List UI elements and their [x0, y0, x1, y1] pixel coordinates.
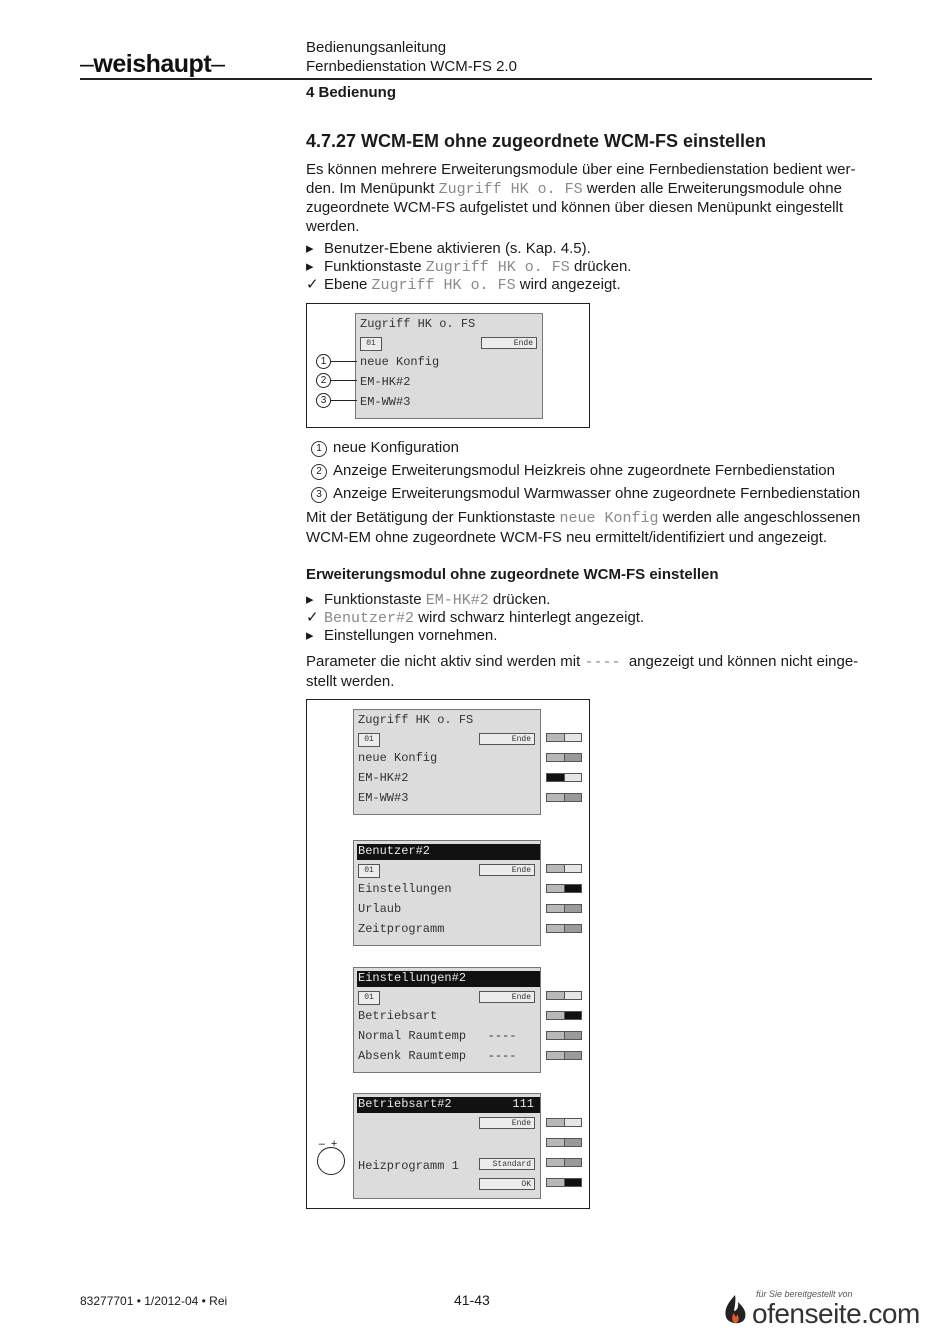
end-box: Ende — [479, 1117, 535, 1129]
step-press-em-hk: ▸ Funktionstaste EM-HK#2 drücken. — [306, 591, 551, 609]
menu-row: EM-HK#2 — [358, 771, 409, 785]
callout-leader — [331, 361, 357, 362]
screen-access-menu — [353, 709, 541, 815]
function-key — [546, 753, 582, 762]
function-key — [546, 733, 582, 742]
callout-leader — [331, 380, 357, 381]
callout-1: 1 — [316, 354, 331, 369]
menu-row: Urlaub — [358, 902, 402, 916]
menu-row: Zeitprogramm — [358, 922, 445, 936]
knob-label: –+ — [318, 1138, 344, 1150]
function-key — [546, 991, 582, 1000]
header-rule — [80, 78, 872, 80]
result-level-shown: ✓ Ebene Zugriff HK o. FS wird angezeigt. — [306, 276, 621, 294]
step-adjust-settings: ▸ Einstellungen vornehmen. — [306, 627, 498, 644]
standard-box: Standard — [479, 1158, 535, 1170]
menu-row: neue Konfig — [360, 355, 440, 369]
end-box: Ende — [479, 991, 535, 1003]
menu-row: EM-WW#3 — [360, 395, 411, 409]
end-box: Ende — [479, 864, 535, 876]
legend-item: 1 neue Konfiguration — [311, 439, 459, 457]
function-key — [546, 1138, 582, 1147]
doc-type: Bedienungsanleitung — [306, 39, 447, 56]
mode-value: 111 — [512, 1097, 534, 1111]
function-key — [546, 793, 582, 802]
screen-title-highlighted: Betriebsart#2 111 — [357, 1097, 540, 1113]
watermark-brand: ofenseite.com — [752, 1298, 920, 1329]
legend-item: 2 Anzeige Erweiterungsmodul Heizkreis ohne zugeordnete Fernbedienstation — [311, 462, 835, 480]
intro-paragraph: Es können mehrere Erweiterungsmodule über eine Fernbedienstation bedient wer- den. Im Menüpunkt Zugriff HK o. FS werden alle Erweiterungsmodule ohne zugeordnete WCM-FS aufgelistet und können über diesen Menüpunkt eingestellt werden. — [306, 161, 856, 235]
callout-leader — [331, 400, 357, 401]
function-key — [546, 1158, 582, 1167]
screen-title-highlighted: Einstellungen#2 — [357, 971, 540, 987]
page-box: 01 — [360, 337, 382, 351]
end-box: Ende — [481, 337, 537, 349]
function-key — [546, 1051, 582, 1060]
step-activate-user-level: ▸ Benutzer-Ebene aktivieren (s. Kap. 4.5). — [306, 240, 591, 257]
result-highlighted: ✓ Benutzer#2 wird schwarz hinterlegt angezeigt. — [306, 609, 645, 627]
subsection-title: Erweiterungsmodul ohne zugeordnete WCM-FS einstellen — [306, 566, 719, 583]
page-box: 01 — [358, 733, 380, 747]
legend-item: 3 Anzeige Erweiterungsmodul Warmwasser ohne zugeordnete Fernbedienstation — [311, 485, 860, 503]
watermark-caption: für Sie bereitgestellt von — [756, 1289, 853, 1299]
screen-operating-mode — [353, 1093, 541, 1199]
screen-user-menu — [353, 840, 541, 946]
menu-row: Heizprogramm 1 — [358, 1159, 459, 1173]
callout-3: 3 — [316, 393, 331, 408]
function-key — [546, 1031, 582, 1040]
menu-row: Betriebsart — [358, 1009, 438, 1023]
page-box: 01 — [358, 991, 380, 1005]
function-key — [546, 904, 582, 913]
end-box: Ende — [479, 733, 535, 745]
flame-icon — [720, 1293, 750, 1329]
screen-title: Zugriff HK o. FS — [358, 713, 474, 727]
page-number: 41-43 — [454, 1292, 490, 1308]
display-screen — [355, 313, 543, 419]
menu-row: EM-WW#3 — [358, 791, 409, 805]
function-key-pressed — [546, 773, 582, 782]
menu-row: Absenk Raumtemp ---- — [358, 1049, 517, 1063]
page-box: 01 — [358, 864, 380, 878]
weishaupt-logo: –weishaupt– — [80, 50, 225, 78]
new-config-paragraph: Mit der Betätigung der Funktionstaste neue Konfig werden alle angeschlossenen WCM-EM ohne zugeordnete WCM-FS neu ermittelt/identifiziert und angezeigt. — [306, 509, 861, 546]
menu-row: neue Konfig — [358, 751, 438, 765]
rotary-knob-icon — [317, 1147, 345, 1175]
screen-title-highlighted: Benutzer#2 — [357, 844, 540, 860]
ok-box: OK — [479, 1178, 535, 1190]
function-key-pressed — [546, 1178, 582, 1187]
inactive-params-note: Parameter die nicht aktiv sind werden mit ---- angezeigt und können nicht einge- stellt werden. — [306, 653, 859, 690]
menu-row: Einstellungen — [358, 882, 452, 896]
doc-title: Fernbedienstation WCM-FS 2.0 — [306, 58, 517, 75]
section-title: 4.7.27 WCM-EM ohne zugeordnete WCM-FS einstellen — [306, 131, 767, 151]
figure-access-menu — [306, 303, 590, 428]
function-key-pressed — [546, 1011, 582, 1020]
menu-row: EM-HK#2 — [360, 375, 411, 389]
function-key — [546, 864, 582, 873]
function-key-pressed — [546, 884, 582, 893]
function-key — [546, 1118, 582, 1127]
screen-settings-menu — [353, 967, 541, 1073]
menu-row: Normal Raumtemp ---- — [358, 1029, 517, 1043]
callout-2: 2 — [316, 373, 331, 388]
chapter-heading: 4 Bedienung — [306, 84, 397, 101]
screen-title: Zugriff HK o. FS — [360, 317, 476, 331]
figure-settings-sequence — [306, 699, 590, 1209]
doc-number: 83277701 • 1/2012-04 • Rei — [80, 1294, 228, 1308]
step-press-function-key: ▸ Funktionstaste Zugriff HK o. FS drücken. — [306, 258, 632, 276]
function-key — [546, 924, 582, 933]
